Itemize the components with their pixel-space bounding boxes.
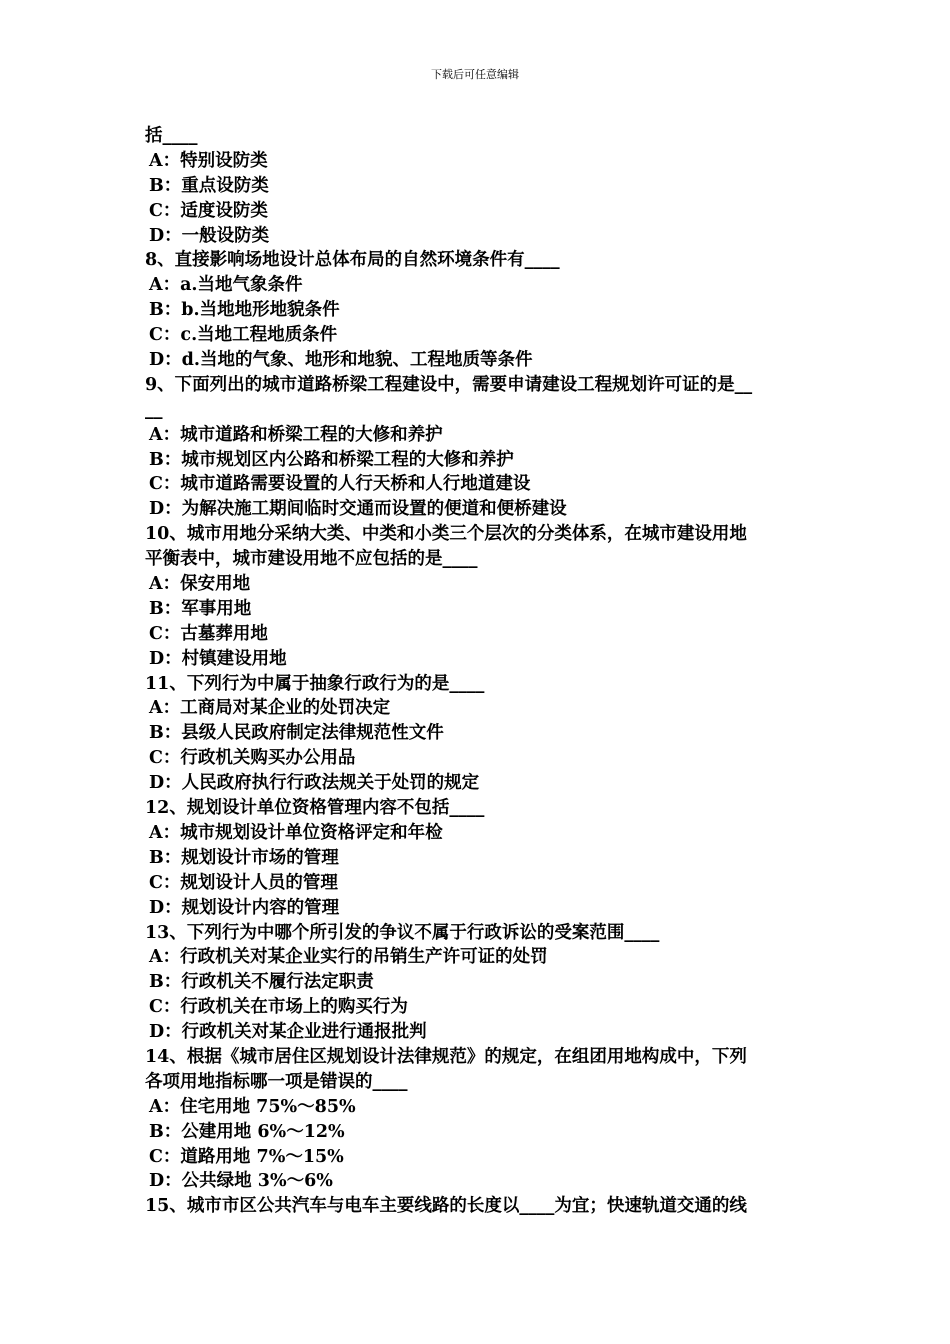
question-text: 平衡表中，城市建设用地不应包括的是____: [145, 549, 478, 570]
page-header: 下载后可任意编辑: [431, 68, 519, 81]
answer-option: B：军事用地: [149, 598, 252, 619]
answer-option: C：行政机关购买办公用品: [149, 748, 356, 769]
answer-option: D：行政机关对某企业进行通报批判: [149, 1022, 427, 1043]
question-text: 各项用地指标哪一项是错误的____: [145, 1071, 408, 1092]
question-text: 12、规划设计单位资格管理内容不包括____: [145, 798, 485, 819]
answer-option: C：道路用地 7%～15%: [149, 1146, 344, 1167]
question-text: 10、城市用地分采纳大类、中类和小类三个层次的分类体系，在城市建设用地: [145, 524, 747, 545]
answer-option: C：行政机关在市场上的购买行为: [149, 997, 408, 1018]
answer-option: A：住宅用地 75%～85%: [149, 1096, 356, 1117]
answer-option: A：城市道路和桥梁工程的大修和养护: [149, 424, 443, 445]
answer-option: A：特别设防类: [149, 150, 268, 171]
document-body: [145, 124, 810, 1219]
question-text: 13、下列行为中哪个所引发的争议不属于行政诉讼的受案范围____: [145, 922, 660, 943]
answer-option: D：人民政府执行行政法规关于处罚的规定: [149, 773, 480, 794]
answer-option: A：行政机关对某企业实行的吊销生产许可证的处罚: [149, 947, 548, 968]
question-text: 8、直接影响场地设计总体布局的自然环境条件有____: [145, 250, 560, 271]
answer-option: D：一般设防类: [149, 225, 270, 246]
answer-option: A：工商局对某企业的处罚决定: [149, 698, 391, 719]
answer-option: C：c.当地工程地质条件: [149, 325, 338, 346]
answer-option: A：城市规划设计单位资格评定和年检: [149, 822, 443, 843]
answer-option: B：规划设计市场的管理: [149, 847, 339, 868]
question-text: 括____: [145, 126, 198, 146]
question-text: 9、下面列出的城市道路桥梁工程建设中，需要申请建设工程规划许可证的是__: [145, 374, 753, 395]
answer-option: B：城市规划区内公路和桥梁工程的大修和养护: [149, 449, 514, 470]
answer-option: D：为解决施工期间临时交通而设置的便道和便桥建设: [149, 499, 567, 520]
answer-option: D：规划设计内容的管理: [149, 897, 340, 918]
question-text: 15、城市市区公共汽车与电车主要线路的长度以____为宜；快速轨道交通的线: [145, 1196, 747, 1217]
answer-option: C：适度设防类: [149, 200, 268, 221]
answer-option: B：重点设防类: [149, 175, 269, 196]
answer-option: A：a.当地气象条件: [149, 275, 303, 296]
answer-option: C：城市道路需要设置的人行天桥和人行地道建设: [149, 474, 531, 495]
question-text: __: [145, 399, 163, 420]
answer-option: A：保安用地: [149, 574, 251, 595]
question-text: 14、根据《城市居住区规划设计法律规范》的规定，在组团用地构成中，下列: [145, 1046, 747, 1067]
answer-option: D：d.当地的气象、地形和地貌、工程地质等条件: [149, 350, 533, 371]
answer-option: C：古墓葬用地: [149, 623, 268, 644]
answer-option: B：b.当地地形地貌条件: [149, 300, 340, 321]
answer-option: B：行政机关不履行法定职责: [149, 972, 374, 993]
answer-option: B：县级人民政府制定法律规范性文件: [149, 723, 444, 744]
answer-option: C：规划设计人员的管理: [149, 872, 338, 893]
question-text: 11、下列行为中属于抽象行政行为的是____: [145, 673, 485, 694]
answer-option: B：公建用地 6%～12%: [149, 1121, 345, 1142]
answer-option: D：村镇建设用地: [149, 648, 287, 669]
answer-option: D：公共绿地 3%～6%: [149, 1171, 333, 1192]
